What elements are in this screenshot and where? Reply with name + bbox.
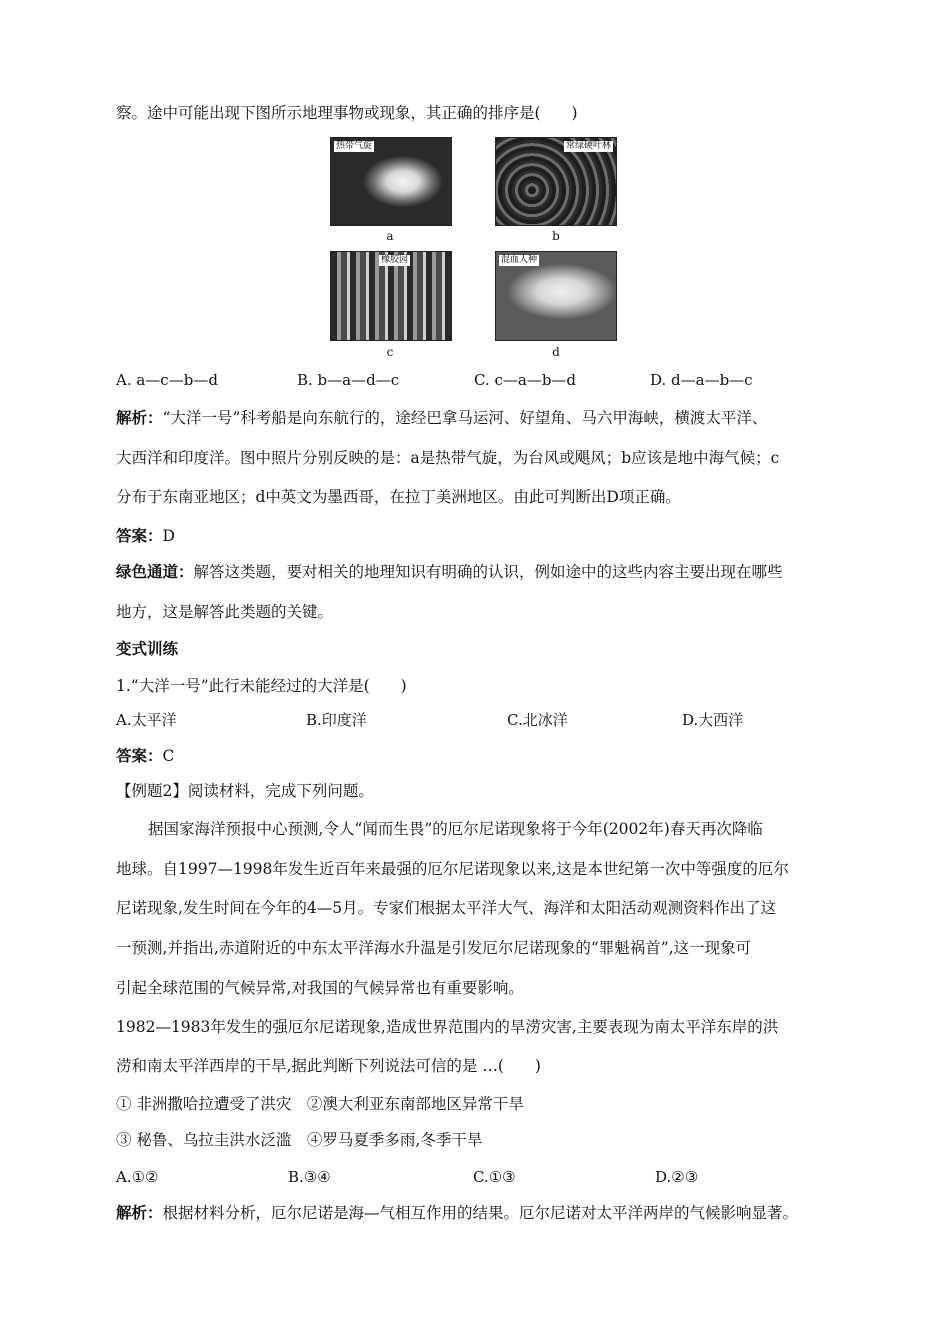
material-line-2: 地球。自1997—1998年发生近百年来最强的厄尔尼诺现象以来,这是本世纪第一次中等强度的厄尔 xyxy=(116,860,789,878)
q1-option-a: A. a—c—b—d xyxy=(116,371,218,389)
q1-analysis-line-3: 分布于东南亚地区；d中英文为墨西哥，在拉丁美洲地区。由此可判断出D项正确。 xyxy=(116,488,681,506)
variant-question: 1.“大洋一号”此行未能经过的大洋是( ) xyxy=(116,677,407,695)
photo-c-caption: c xyxy=(386,345,394,359)
q1-analysis-line-1 xyxy=(116,408,767,428)
q1-answer xyxy=(116,526,175,546)
photo-c xyxy=(330,251,452,341)
photo-d-caption: d xyxy=(552,345,560,359)
example2-option-a: A.①② xyxy=(116,1168,159,1186)
material-line-3: 尼诺现象,发生时间在今年的4—5月。专家们根据太平洋大气、海洋和太阳活动观测资料作出了这 xyxy=(116,899,777,917)
statement-line-1: ① 非洲撒哈拉遭受了洪灾 ②澳大利亚东南部地区异常干旱 xyxy=(116,1095,524,1113)
variant-option-c: C.北冰洋 xyxy=(507,711,568,729)
variant-answer xyxy=(116,746,174,766)
question-stem: 察。途中可能出现下图所示地理事物或现象，其正确的排序是( ) xyxy=(116,104,578,122)
q1-option-c: C. c—a—b—d xyxy=(474,371,577,389)
example2-option-b: B.③④ xyxy=(288,1168,331,1186)
q1-analysis-label: 解析： xyxy=(116,409,163,427)
statement-line-2: ③ 秘鲁、乌拉圭洪水泛滥 ④罗马夏季多雨,冬季干旱 xyxy=(116,1131,483,1149)
photo-c-tag: 橡胶园 xyxy=(381,255,409,265)
example2-title: 【例题2】阅读材料，完成下列问题。 xyxy=(116,782,374,800)
variant-option-d: D.大西洋 xyxy=(682,711,744,729)
q1-analysis-line-2: 大西洋和印度洋。图中照片分别反映的是：a是热带气旋，为台风或飓风；b应该是地中海气候；c xyxy=(116,449,780,467)
photo-d xyxy=(495,251,617,341)
example2-analysis-label: 解析： xyxy=(116,1204,163,1222)
q1-answer-label: 答案： xyxy=(116,527,163,545)
example2-option-d: D.②③ xyxy=(655,1168,699,1186)
green-channel-line-1 xyxy=(116,562,783,582)
green-channel-text-1: 解答这类题，要对相关的地理知识有明确的认识，例如途中的这些内容主要出现在哪些 xyxy=(193,563,783,581)
question-line-1: 1982—1983年发生的强厄尔尼诺现象,造成世界范围内的旱涝灾害,主要表现为南太平洋东岸的洪 xyxy=(116,1018,779,1036)
photo-b xyxy=(495,137,617,226)
q1-answer-value: D xyxy=(162,527,175,545)
material-line-4: 一预测,并指出,赤道附近的中东太平洋海水升温是引发厄尔尼诺现象的“罪魁祸首”,这一现象可 xyxy=(116,939,752,957)
q1-option-d: D. d—a—b—c xyxy=(650,371,753,389)
photo-a xyxy=(330,137,452,226)
example2-option-c: C.①③ xyxy=(473,1168,516,1186)
green-channel-line-2: 地方，这是解答此类题的关键。 xyxy=(116,603,334,621)
question-line-2: 涝和南太平洋西岸的干旱,据此判断下列说法可信的是 …( ) xyxy=(116,1057,541,1075)
green-channel-label: 绿色通道： xyxy=(116,563,194,581)
variant-option-a: A.太平洋 xyxy=(116,711,177,729)
example2-analysis xyxy=(116,1203,798,1223)
q1-option-b: B. b—a—d—c xyxy=(297,371,400,389)
photo-b-tag: 常绿硬叶林 xyxy=(565,141,611,151)
variant-option-b: B.印度洋 xyxy=(306,711,367,729)
variant-answer-value: C xyxy=(162,747,175,765)
material-line-5: 引起全球范围的气候异常,对我国的气候异常也有重要影响。 xyxy=(116,979,524,997)
q1-analysis-text-1: “大洋一号”科考船是向东航行的，途经巴拿马运河、好望角、马六甲海峡，横渡太平洋、 xyxy=(162,409,768,427)
variant-answer-label: 答案： xyxy=(116,747,163,765)
example2-analysis-text: 根据材料分析，厄尔尼诺是海—气相互作用的结果。厄尔尼诺对太平洋两岸的气候影响显著。 xyxy=(162,1204,799,1222)
variant-heading: 变式训练 xyxy=(116,640,179,658)
photo-b-caption: b xyxy=(552,229,560,243)
photo-d-tag: 混血人种 xyxy=(501,255,538,265)
photo-a-tag: 热带气旋 xyxy=(336,141,373,151)
photo-a-caption: a xyxy=(386,229,394,243)
material-line-1: 据国家海洋预报中心预测,令人“闻而生畏”的厄尔尼诺现象将于今年(2002年)春天再次降临 xyxy=(148,820,763,838)
